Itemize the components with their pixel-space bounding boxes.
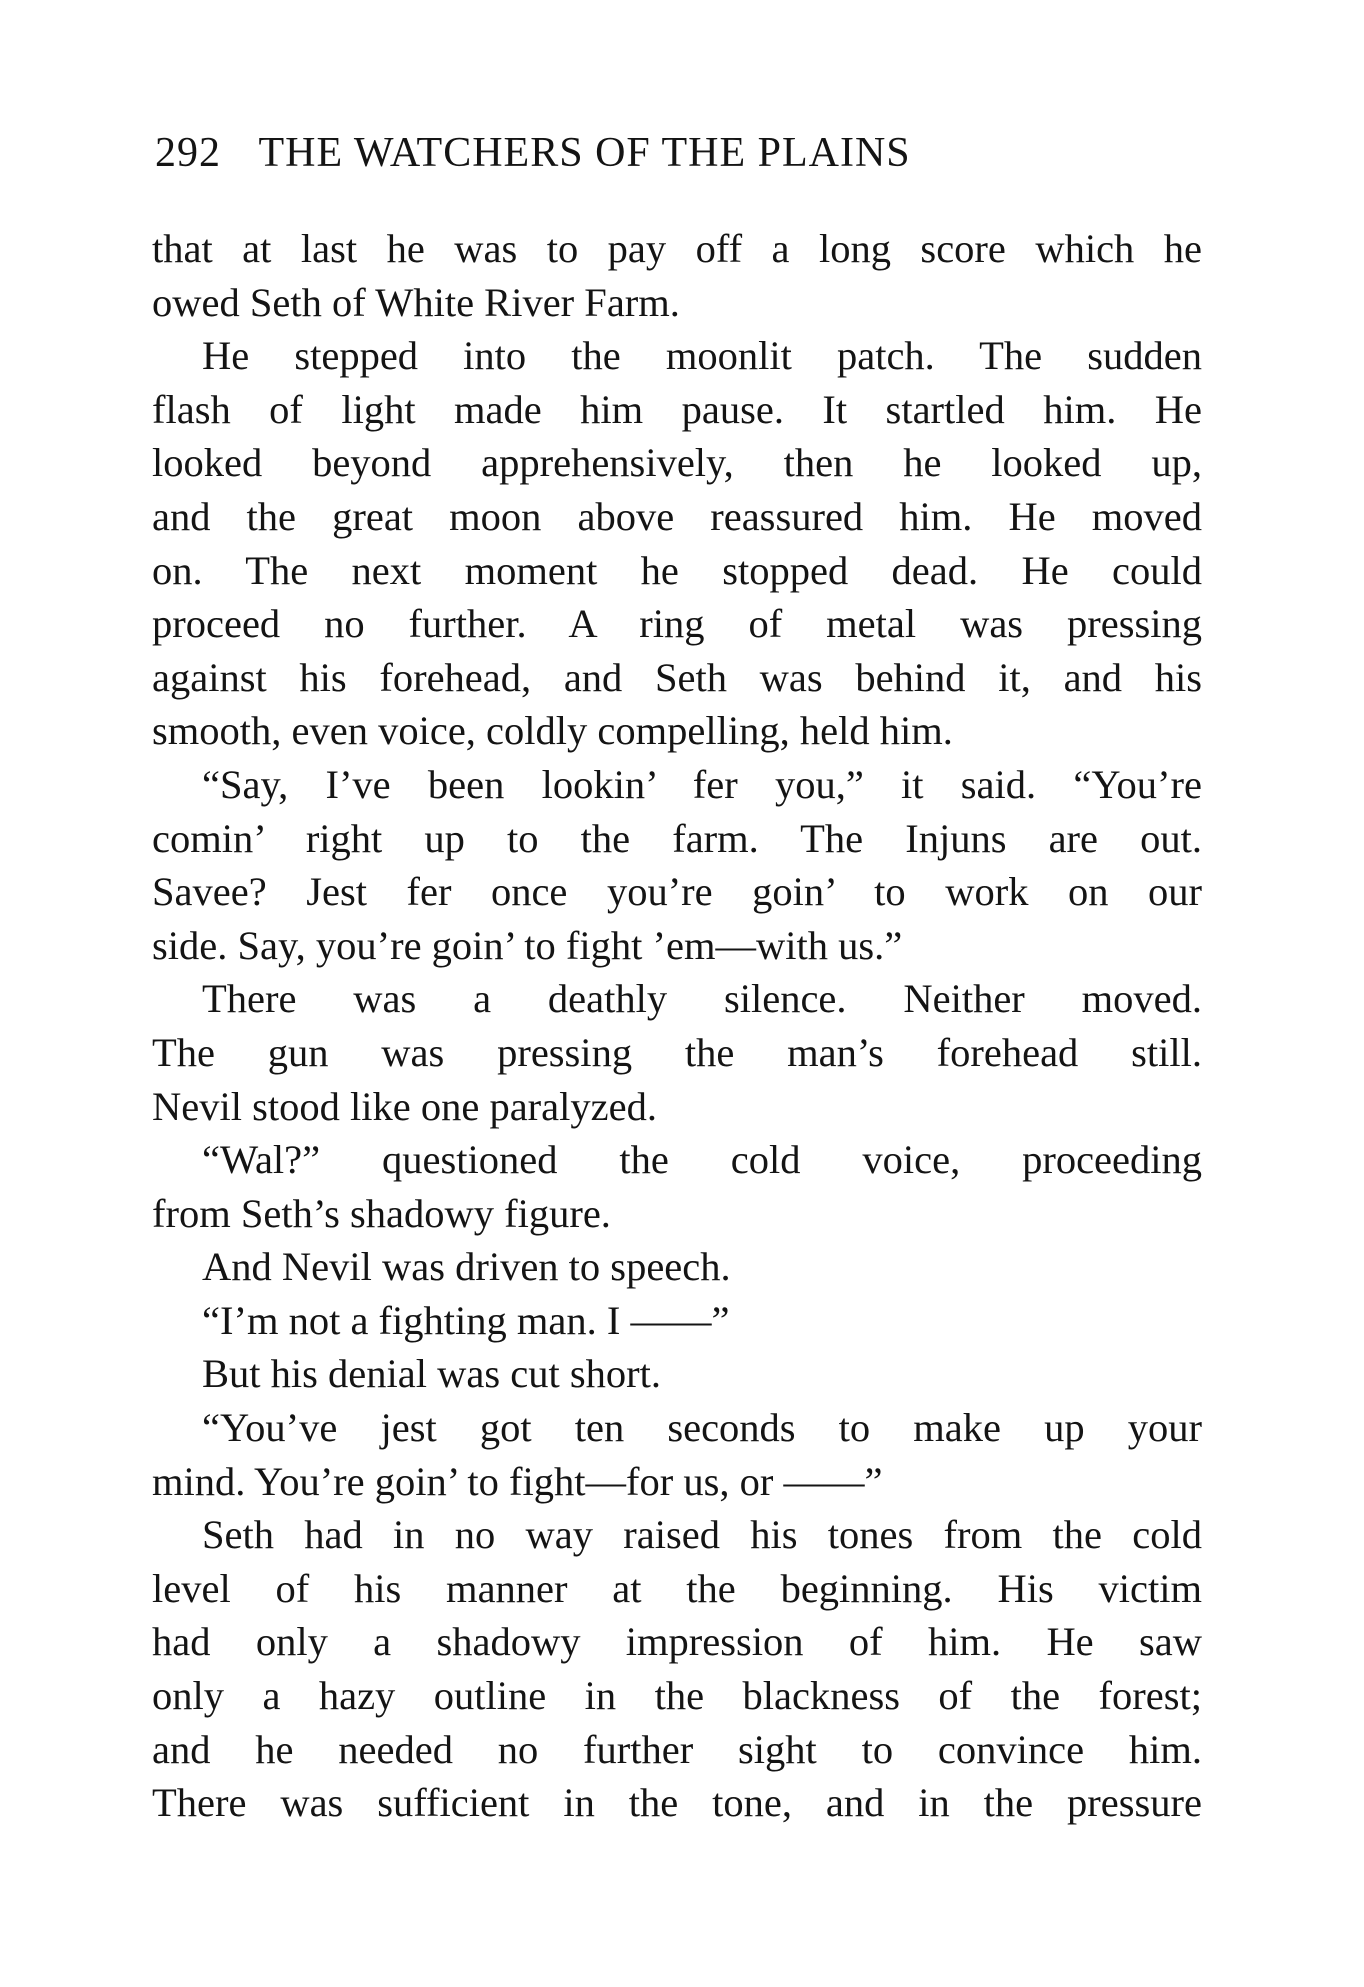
text-line: mind. You’re goin’ to fight—for us, or ——” [152,1458,883,1504]
text-line: flash of light made him pause. It startled him. He [152,386,1202,432]
text-line: There was a deathly silence. Neither moved. [202,976,1202,1022]
text-line: smooth, even voice, coldly compelling, held him. [152,708,953,754]
text-line: Seth had in no way raised his tones from the cold [202,1512,1202,1558]
text-line: proceed no further. A ring of metal was pressing [152,601,1202,647]
text-line: But his denial was cut short. [202,1351,661,1397]
text-line: “I’m not a fighting man. I ——” [202,1297,730,1343]
book-title: THE WATCHERS OF THE PLAINS [258,130,911,176]
text-line: from Seth’s shadowy figure. [152,1190,611,1236]
text-line: There was sufficient in the tone, and in the pressure [152,1780,1202,1826]
text-line: and the great moon above reassured him. He moved [152,493,1202,539]
text-line: Nevil stood like one paralyzed. [152,1083,657,1129]
text-line: The gun was pressing the man’s forehead still. [152,1029,1202,1075]
text-line: side. Say, you’re goin’ to fight ’em—with us.” [152,922,903,968]
body-text [152,222,1202,1830]
text-line: looked beyond apprehensively, then he looked up, [152,440,1202,486]
text-line: that at last he was to pay off a long score which he [152,226,1202,271]
text-line: And Nevil was driven to speech. [202,1244,731,1290]
page-number: 292 [155,130,221,176]
text-line: and he needed no further sight to convince him. [152,1726,1202,1772]
text-line: owed Seth of White River Farm. [152,279,680,325]
text-line: Savee? Jest fer once you’re goin’ to work on our [152,869,1202,915]
running-head [155,128,911,178]
text-line: level of his manner at the beginning. His victim [152,1565,1202,1611]
text-line: had only a shadowy impression of him. He saw [152,1619,1202,1665]
text-line: “Wal?” questioned the cold voice, proceeding [202,1137,1202,1183]
text-line: only a hazy outline in the blackness of the forest; [152,1673,1202,1719]
text-line: He stepped into the moonlit patch. The sudden [202,333,1202,379]
text-line: on. The next moment he stopped dead. He could [152,547,1202,593]
text-line: “Say, I’ve been lookin’ fer you,” it said. “You’re [202,761,1202,807]
text-line: comin’ right up to the farm. The Injuns are out. [152,815,1202,861]
text-line: “You’ve jest got ten seconds to make up your [202,1405,1202,1451]
text-line: against his forehead, and Seth was behind it, and his [152,654,1202,700]
